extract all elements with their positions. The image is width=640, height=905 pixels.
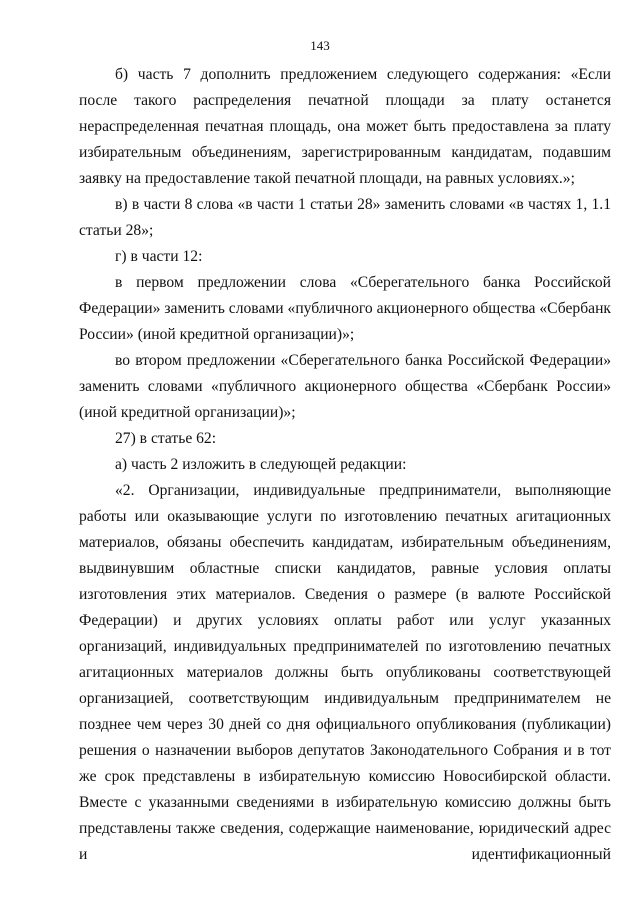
paragraph-first-sentence: в первом предложении слова «Сберегательного банка Российской Федерации» заменить словами «публичного акционерного общества «Сбербанк России» (иной кредитной организации)»;: [79, 274, 611, 343]
paragraph-amendment-b: б) часть 7 дополнить предложением следующего содержания: «Если после такого распределения печатной площади за плату останется нераспределенная печатная площадь, она может быть предоставлена за плату избирательным объединениям, зарегистрированным кандидатам, подавшим заявку на предоставление такой печатной площади, на равных условиях.»;: [79, 66, 611, 187]
page-number: 143: [310, 38, 330, 53]
paragraph-amendment-v: в) в части 8 слова «в части 1 статьи 28» заменить словами «в частях 1, 1.1 статьи 28»;: [79, 196, 611, 239]
paragraph-amendment-a: а) часть 2 изложить в следующей редакции:: [115, 456, 407, 473]
paragraph-amendment-g: г) в части 12:: [115, 248, 203, 265]
paragraph-new-part-2: «2. Организации, индивидуальные предприниматели, выполняющие работы или оказывающие услуги по изготовлению печатных агитационных материалов, обязаны обеспечить кандидатам, избирательным объединениям, выдвинувшим областные списки кандидатов, равные условия оплаты изготовления этих материалов. Сведения о размере (в валюте Российской Федерации) и других условиях оплаты работ или услуг указанных организаций, индивидуальных предпринимателей по изготовлению печатных агитационных материалов должны быть опубликованы соответствующей организацией, соответствующим индивидуальным предпринимателем не позднее чем через 30 дней со дня официального опубликования (публикации) решения о назначении выборов депутатов Законодательного Собрания и в тот же срок представлены в избирательную комиссию Новосибирской области. Вместе с указанными сведениями в избирательную комиссию должны быть представлены также сведения, содержащие наименование, юридический адрес и идентификационный: [79, 482, 611, 863]
paragraph-item-27: 27) в статье 62:: [115, 430, 217, 447]
document-body: [79, 62, 611, 868]
paragraph-second-sentence: во втором предложении «Сберегательного банка Российской Федерации» заменить словами «публичного акционерного общества «Сбербанк России» (иной кредитной организации)»;: [79, 352, 611, 421]
